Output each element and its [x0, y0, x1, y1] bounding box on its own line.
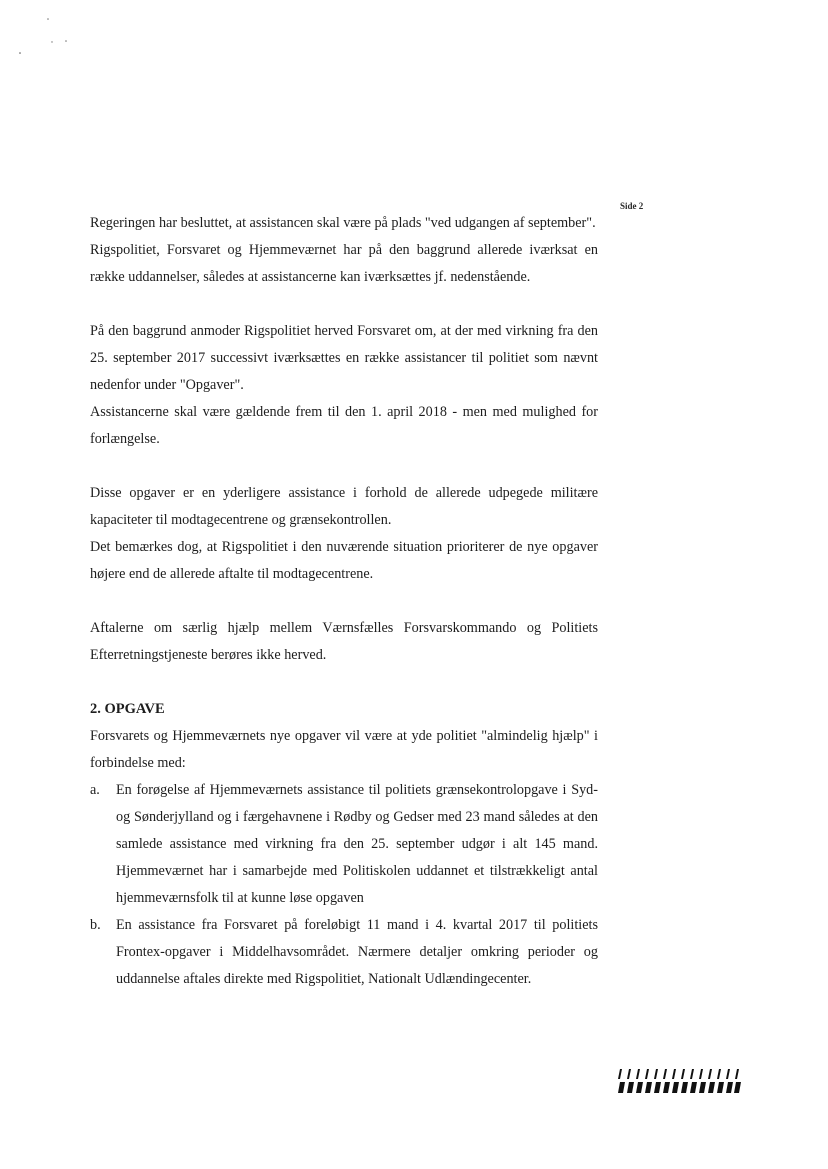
- list-item-b: [90, 912, 598, 993]
- section-intro: Forsvarets og Hjemmeværnets nye opgaver vil være at yde politiet "almindelig hjælp" i forbindelse med:: [90, 728, 598, 771]
- scan-specks: [0, 0, 100, 60]
- barcode-stamp: [617, 1068, 743, 1094]
- paragraph-5: Disse opgaver er en yderligere assistance i forhold de allerede udpegede militære kapaciteter til modtagecentrene og grænsekontrollen.: [90, 485, 598, 528]
- list-item-text: En forøgelse af Hjemmeværnets assistance til politiets grænsekontrolopgave i Syd- og Sønderjylland og i færgehavnene i Rødby og Gedser med 23 mand således at den samlede assistance med virkning fra den 25. september udgør i alt 145 mand. Hjemmeværnet har i samarbejde med Politiskolen uddannet et tilstrækkeligt antal hjemmeværnsfolk til at kunne løse opgaven: [116, 782, 598, 906]
- list-item-text: En assistance fra Forsvaret på foreløbigt 11 mand i 4. kvartal 2017 til politiets Frontex-opgaver i Middelhavsområdet. Nærmere detaljer omkring perioder og uddannelse aftales direkte med Rigspolitiet, Nationalt Udlændingecenter.: [116, 917, 598, 987]
- paragraph-2: Rigspolitiet, Forsvaret og Hjemmeværnet har på den baggrund allerede iværksat en række uddannelser, således at assistancerne kan iværksættes jf. nedenstående.: [90, 242, 598, 285]
- page-label: Side 2: [620, 201, 644, 211]
- paragraph-3: På den baggrund anmoder Rigspolitiet herved Forsvaret om, at der med virkning fra den 25. september 2017 successivt iværksættes en række assistancer til politiet som nævnt nedenfor under "Opgaver".: [90, 323, 598, 393]
- spacer: [90, 588, 598, 615]
- spacer: [90, 669, 598, 696]
- section-heading: 2. OPGAVE: [90, 701, 165, 717]
- barcode-bottom-row: [618, 1082, 741, 1093]
- list-marker: a.: [90, 782, 100, 798]
- spacer: [90, 453, 598, 480]
- list-marker: b.: [90, 917, 101, 933]
- document-body: [90, 210, 598, 993]
- paragraph-7: Aftalerne om særlig hjælp mellem Værnsfælles Forsvarskommando og Politiets Efterretningstjeneste berøres ikke herved.: [90, 620, 598, 663]
- paragraph-6: Det bemærkes dog, at Rigspolitiet i den nuværende situation prioriterer de nye opgaver højere end de allerede aftalte til modtagecentrene.: [90, 539, 598, 582]
- paragraph-4: Assistancerne skal være gældende frem til den 1. april 2018 - men med mulighed for forlængelse.: [90, 404, 598, 447]
- barcode-top-row: [618, 1069, 739, 1079]
- spacer: [90, 291, 598, 318]
- paragraph-1: Regeringen har besluttet, at assistancen skal være på plads "ved udgangen af september".: [90, 215, 596, 231]
- list-item-a: [90, 777, 598, 912]
